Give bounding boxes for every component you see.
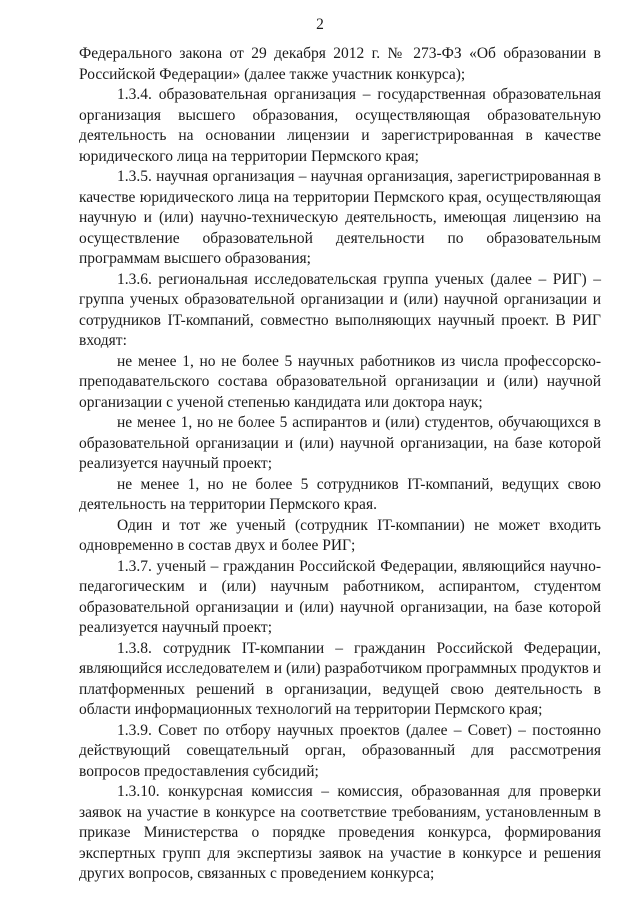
paragraph-1-3-6: 1.3.6. региональная исследовательская группа ученых (далее – РИГ) – группа ученых образовательной организации и (или) научной организации и сотрудников IT-компаний, совместно выполняющих научный проект. В РИГ входят: bbox=[79, 270, 601, 349]
paragraph-rig-item-scientists: не менее 1, но не более 5 научных работников из числа профессорско-преподавательского состава образовательной организации и (или) научной организации с ученой степенью кандидата или доктора наук; bbox=[79, 352, 601, 411]
paragraph-continuation: Федерального закона от 29 декабря 2012 г. № 273-ФЗ «Об образовании в Российской Федерации» (далее также участник конкурса); bbox=[79, 45, 601, 83]
paragraph-1-3-7: 1.3.7. ученый – гражданин Российской Федерации, являющийся научно-педагогическим и (или) научным работником, аспирантом, студентом образовательной организации и (или) научной организации, на базе которой реализуется научный проект; bbox=[79, 557, 601, 636]
document-body bbox=[79, 44, 601, 885]
paragraph-1-3-9: 1.3.9. Совет по отбору научных проектов (далее – Совет) – постоянно действующий совещательный орган, образованный для рассмотрения вопросов предоставления субсидий; bbox=[79, 721, 601, 780]
paragraph-1-3-4: 1.3.4. образовательная организация – государственная образовательная организация высшего образования, осуществляющая образовательную деятельность на основании лицензии и зарегистрированная в качестве юридического лица на территории Пермского края; bbox=[79, 86, 601, 165]
paragraph-1-3-8: 1.3.8. сотрудник IT-компании – гражданин Российской Федерации, являющийся исследователем и (или) разработчиком программных продуктов и платформенных решений в организации, ведущей свою деятельность в области информационных технологий на территории Пермского края; bbox=[79, 639, 601, 718]
paragraph-rig-item-students: не менее 1, но не более 5 аспирантов и (или) студентов, обучающихся в образовательной организации и (или) научной организации, на базе которой реализуется научный проект; bbox=[79, 414, 601, 472]
paragraph-rig-restriction: Один и тот же ученый (сотрудник IT-компании) не может входить одновременно в состав двух и более РИГ; bbox=[79, 516, 601, 554]
page-number: 2 bbox=[316, 16, 324, 33]
paragraph-1-3-5: 1.3.5. научная организация – научная организация, зарегистрированная в качестве юридического лица на территории Пермского края, осуществляющая научную и (или) научно-техническую деятельность, имеющая лицензию на осуществление образовательной деятельности по образовательным программам высшего образования; bbox=[79, 168, 601, 267]
paragraph-1-3-10: 1.3.10. конкурсная комиссия – комиссия, образованная для проверки заявок на участие в конкурсе на соответствие требованиям, установленным в приказе Министерства о порядке проведения конкурса, формирования экспертных групп для экспертизы заявок на участие в конкурсе и решения других вопросов, связанных с проведением конкурса; bbox=[79, 783, 601, 882]
paragraph-rig-item-it-employees: не менее 1, но не более 5 сотрудников IT-компаний, ведущих свою деятельность на территории Пермского края. bbox=[79, 475, 601, 513]
